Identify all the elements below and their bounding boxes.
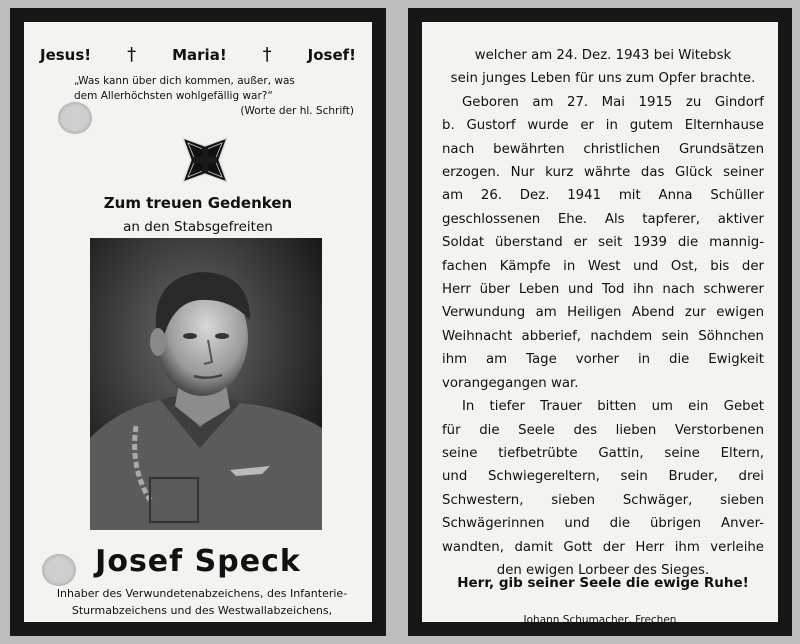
soldier-portrait-photo (90, 238, 322, 530)
bio-line: Herr über Leben und Tod ihn nach schwerer (442, 282, 764, 298)
bio-line: Geboren am 27. Mai 1915 zu Gindorf (462, 94, 764, 110)
bio-line: vorangegangen war. (442, 375, 579, 391)
dagger-cross-icon: † (262, 44, 272, 65)
scripture-quote (74, 74, 354, 119)
bio-line: fachen Kämpfe in West und Ost, bis der (442, 258, 764, 274)
quote-line-2: dem Allerhöchsten wohlgefällig war?“ (74, 90, 273, 102)
bio-line: erzogen. Nur kurz währte das Glück seiner (442, 165, 764, 181)
quote-source: (Worte der hl. Schrift) (240, 105, 354, 117)
decorations-line-1: Inhaber des Verwundetenabzeichens, des Infanterie- (56, 587, 348, 600)
invocation-josef: Josef! (307, 45, 356, 64)
bio-line: seine tiefbetrübte Gattin, seine Eltern, (442, 445, 764, 461)
bio-line: wandten, damit Gott der Herr ihm verleihe (442, 539, 764, 555)
bio-line: Soldat überstand er seit 1939 die mannig- (442, 235, 764, 251)
memorial-heading: Zum treuen Gedenken (103, 194, 293, 212)
decorations-text (46, 585, 358, 619)
biography-text (442, 44, 764, 582)
punch-hole (58, 102, 92, 134)
memorial-card-front (10, 8, 386, 636)
bio-line: In tiefer Trauer bitten um ein Gebet (462, 399, 764, 415)
closing-prayer: Herr, gib seiner Seele die ewige Ruhe! (457, 575, 749, 591)
bio-line: welcher am 24. Dez. 1943 bei Witebsk (474, 48, 732, 63)
bio-line: den ewigen Lorbeer des Sieges. (496, 562, 710, 578)
bio-line: Verwundung am Heiligen Abend zur ewigen (442, 305, 764, 321)
deceased-name: Josef Speck (95, 544, 301, 579)
bio-line: geschlossenen Ehe. Als tapferer, aktiver (442, 211, 764, 227)
decorations-line-2: Sturmabzeichens und des Westwallabzeichens, (71, 604, 333, 617)
bio-line: für die Seele des lieben Verstorbenen (442, 422, 764, 438)
bio-line: und Schwiegereltern, sein Bruder, drei (442, 469, 764, 485)
bio-line: sein junges Leben für uns zum Opfer brachte. (450, 71, 756, 87)
bio-line: b. Gustorf wurde er in gutem Elternhause (442, 118, 764, 134)
invocation-header (40, 44, 356, 65)
bio-line: nach bewährten christlichen Grundsätzen (442, 141, 764, 157)
bio-line: Weihnacht abberief, nachdem sein Söhnchen (442, 328, 764, 344)
dagger-cross-icon: † (127, 44, 137, 65)
bio-line: Schwägerinnen und die übrigen Anver- (442, 516, 764, 532)
iron-cross-icon (179, 134, 231, 186)
rank-line: an den Stabsgefreiten (123, 219, 273, 235)
invocation-maria: Maria! (172, 45, 227, 64)
bio-line: Schwestern, sieben Schwäger, sieben (442, 492, 764, 508)
bio-line: ihm am Tage vorher in die Ewigkeit (442, 352, 764, 368)
quote-line-1: „Was kann über dich kommen, außer, was (74, 75, 295, 87)
printer-credit: Johann Schumacher, Frechen (523, 614, 677, 626)
invocation-jesus: Jesus! (40, 45, 92, 64)
memorial-card-back (408, 8, 792, 636)
bio-line: am 26. Dez. 1941 mit Anna Schüller (442, 188, 764, 204)
